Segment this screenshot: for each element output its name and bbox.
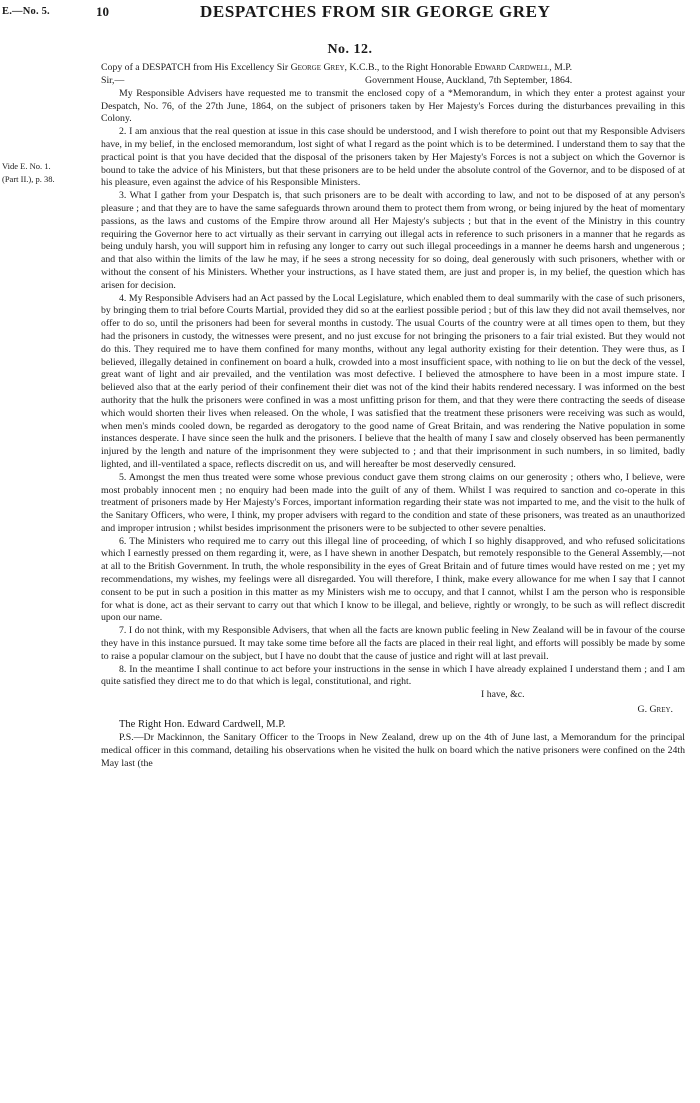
closing-row (101, 689, 685, 703)
postscript: P.S.—Dr Mackinnon, the Sanitary Officer to the Troops in New Zealand, drew up on the 4th of June last, a Memorandum for the principal medical officer in this command, detailing his observations when he visited the hulk on board which the native prisoners were confined on the 24th May last (the (101, 732, 685, 769)
signature-row (101, 703, 685, 719)
running-title: DESPATCHES FROM SIR GEORGE GREY (200, 2, 551, 21)
paragraph: 7. I do not think, with my Responsible Advisers, that when all the facts are known public feeling in New Zealand will be in favour of the course they have in this instance pursued. It may take some time before all the facts are placed in their real light, and efforts will possibly be made by some to raise a popular clamour on the subject, but I have no doubt that the cause of justice and right will at last prevail. (101, 625, 685, 662)
salutation-row (101, 75, 685, 88)
paragraph: 5. Amongst the men thus treated were some whose previous conduct gave them strong claims on our generosity ; others who, I believe, were most probably innocent men ; no enquiry had been made into the guilt of any of them. Whilst I was required to sanction and co-operate in this treatment of prisoners made by Her Majesty's Forces, important information regarding their state was not imparted to me, and the visit to the hulk of the Sanitary Officers, who were, I think, my proper advisers with regard to the condition and state of these prisoners, was treated as an unauthorized and improper intrusion ; whilst besides imprisonment the prisoners were to be subjected to other severe penalties. (101, 471, 685, 534)
paragraph: 3. What I gather from your Despatch is, that such prisoners are to be dealt with according to law, and not to be disposed of at any person's pleasure ; and that they are to have the same safeguards thrown around them to protect them from wrong, or being injured by the heat of momentary passions, as the laws and customs of the Empire throw around all Her Majesty's subjects ; but that in the event of the Ministry in this country requiring the Governor here to act virtually as their servant in carrying out illegal acts in reference to such prisoners in a manner that he regards as being unduly harsh, you will support him in refusing any longer to carry out such illegal proceedings in a manner he deems harsh and ungenerous ; and that also within the limits of the law he may, if he sees a strong necessity for so doing, deal generously with such prisoners, whether with or without the consent of his Ministers. Whether your instructions, as I have stated them, are just and proper is, in my belief, the question which has arisen for decision. (101, 190, 685, 291)
place-date: Government House, Auckland, 7th September, 1864. (365, 74, 573, 86)
paragraph: My Responsible Advisers have requested me to transmit the enclosed copy of a *Memorandum, in which they enter a protest against your Despatch, No. 76, of the 27th June, 1864, on the subject of prisoners taken by Her Majesty's Forces during the disturbances prevailing in this Colony. (101, 87, 685, 125)
despatch-body (101, 62, 685, 770)
signature: G. Grey. (637, 704, 673, 716)
addressee: The Right Hon. Edward Cardwell, M.P. (119, 719, 286, 731)
paragraph: 2. I am anxious that the real question at issue in this case should be understood, and I wish therefore to point out that my Responsible Advisers have, in my belief, in the enclosed memorandum, lost sight of what I regard as the point which is to be determined. I understand them to say that the practical point is that you have decided that the disposal of the prisoners taken by Her Majesty's Forces is not a subject on which the Governor is bound to take the advice of his Ministers, but that these prisoners are to be held under the absolute control of the Governor, and to be disposed of at his pleasure, even against the advice of his Responsible Ministers. (101, 126, 685, 189)
paragraph: 8. In the meantime I shall continue to act before your instructions in the sense in which I have already explained I understand them ; and I am quite satisfied they direct me to do that which is legal, constitutional, and right. (101, 663, 685, 688)
closing: I have, &c. (481, 689, 525, 701)
salutation: Sir,— (101, 74, 125, 86)
paragraph: 6. The Ministers who required me to carry out this illegal line of proceeding, of which I so highly disapproved, and who refused solicitations which I earnestly pressed on them regarding it, were, as I have shewn in another Despatch, but remotely responsible to the General Assembly,—not at all to the British Government. In truth, the whole responsibility in the eyes of Great Britain and of future times would have rested on me ; yet my recommendations, my wishes, my feelings were all disregarded. You will therefore, I think, make every allowance for me when I say that I cannot consent to be put in such a position in this matter as my Ministers wish me to occupy, and that I cannot, whilst I am the person who is responsible for what is done, act as their servant to carry out that which I know to be illegal, and believe, rightly or wrongly, to be such as will reflect discredit upon our name. (101, 535, 685, 624)
page-number: 10 (96, 4, 109, 19)
margin-note: Vide E. No. 1. (Part II.), p. 38. (2, 161, 55, 184)
page-reference: E.—No. 5. (2, 6, 50, 17)
caption-recipient: Edward Cardwell (474, 62, 550, 73)
despatch-caption: Copy of a DESPATCH from His Excellency Sir George Grey, K.C.B., to the Right Honorable Edward Cardwell, M.P. (101, 62, 573, 73)
paragraph: 4. My Responsible Advisers had an Act passed by the Local Legislature, which enabled them to deal summarily with the case of such prisoners, by bringing them to trial before Courts Martial, provided they did so at the earliest possible period ; but of this law they did not avail themselves, nor offer to do so, until the prisoners had been for several months in custody. The usual Courts of the country were at all times open to them, but they had the prisoners in custody, the witnesses were present, and no just excuse for not bringing the prisoners to a fair trial existed. But they would not do this. They required me to have them confined for many months, without any legal authority existing for their detention. They were thus, as I believed, illegally detained in confinement on board a hulk, crowded into a most insufficient space, with nothing to lie on but the deck of the vessel, great want of light and air prevailed, and the ventilation was most defective. I believed the atmosphere to have been in a most impure state. I believed also that at the early period of their confinement their diet was not of the kind their habits rendered necessary. I was informed on the best authority that the hulk the prisoners were confined in was a most unfitting prison for them, and that they were there contracting the seeds of disease which would shorten their lives when released. On the whole, I was satisfied that the treatment these prisoners were receiving was such as would, when men's minds cooled down, be regarded as derogatory to the good name of Great Britain, and was rendering the Native population in some instances desperate. I have since seen the hulk and the prisoners. I believe that the health of many I saw and closely observed has been permanently injured by the length and nature of the imprisonment they were subjected to ; and that their imprisonment in such numbers, in so limited, badly lighted, and ill-ventilated a space, reflects discredit on us, and will hereafter be most deservedly censured. (101, 292, 685, 470)
caption-name: George Grey (290, 62, 345, 73)
despatch-number: No. 12. (327, 42, 373, 57)
